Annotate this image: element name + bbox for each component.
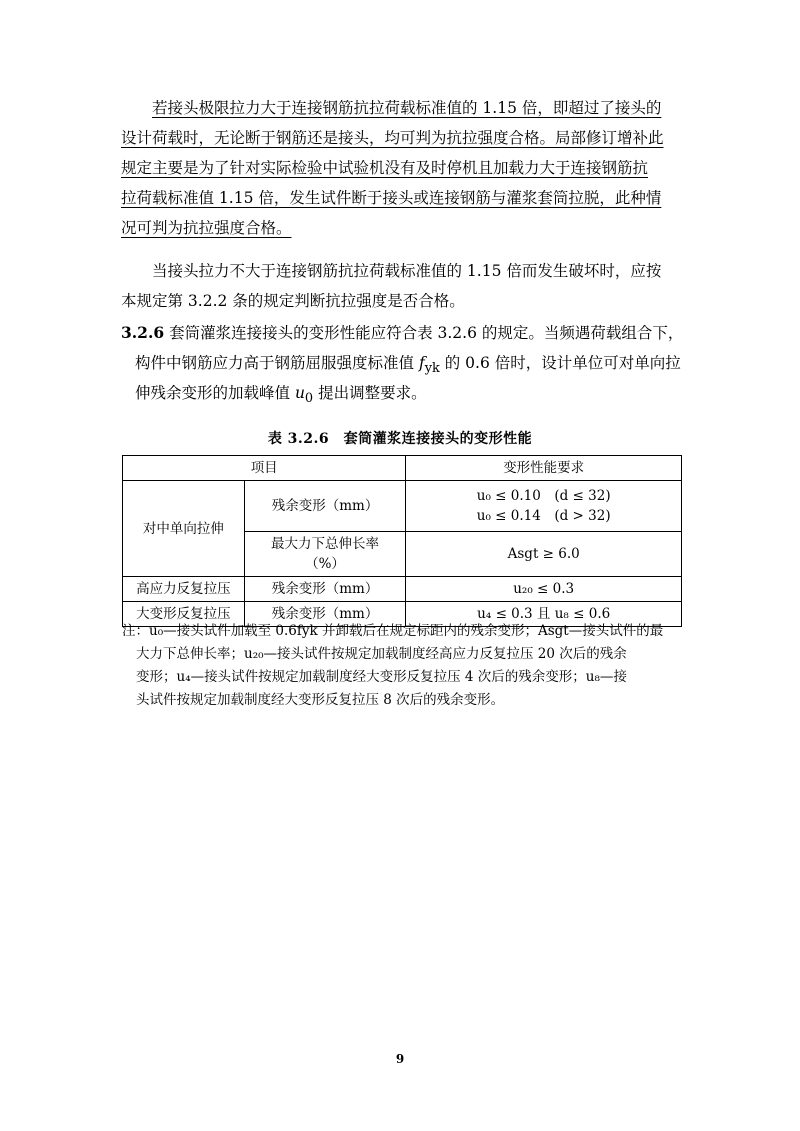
row-item [244,532,406,577]
header-item: 项目 [123,456,406,481]
table-row [123,577,682,602]
clause-text: 套筒灌浆连接接头的变形性能应符合表 3.2.6 的规定。当频遇荷载组合下， [164,324,684,342]
clause-3-2-6 [121,318,684,408]
page-number: 9 [395,1052,405,1066]
symbol-f: f [418,354,425,372]
row-requirement [406,481,682,532]
row-item: 残余变形（mm） [244,602,406,627]
table-row [123,481,682,532]
group-label: 对中单向拉伸 [123,481,245,577]
tensile-failure-paragraph [121,256,681,316]
group-label: 大变形反复拉压 [123,602,245,627]
clause-text: 提出调整要求。 [313,384,427,402]
clause-text: 构件中钢筋应力高于钢筋屈服强度标准值 [135,354,419,372]
clause-text: 的 0.6 倍时，设计单位可对单向拉 [439,354,681,372]
paragraph-line: 若接头极限拉力大于连接钢筋抗拉荷载标准值的 1.15 倍，即超过了接头的 [152,99,662,117]
table-note [122,620,682,712]
requirement-line: u₀ ≤ 0.14 (d > 32) [476,508,611,524]
row-requirement: u₄ ≤ 0.3 且 u₈ ≤ 0.6 [406,602,682,627]
row-requirement: u₂₀ ≤ 0.3 [406,577,682,602]
underlined-revision-paragraph [121,93,681,243]
item-line: 最大力下总伸长率 [271,536,380,552]
requirement-line: u₀ ≤ 0.10 (d ≤ 32) [476,488,611,504]
table-header-row [123,456,682,481]
note-line: 变形；u₄—接头试件按规定加载制度经大变形反复拉压 4 次后的残余变形；u₈—接 [136,669,627,685]
table-caption: 表 3.2.6 套筒灌浆连接接头的变形性能 [267,431,533,447]
paragraph-line: 拉荷载标准值 1.15 倍，发生试件断于接头或连接钢筋与灌浆套筒拉脱，此种情 [121,189,662,207]
row-item: 残余变形（mm） [244,577,406,602]
clause-line [121,348,681,378]
paragraph-line: 本规定第 3.2.2 条的规定判断抗拉强度是否合格。 [121,292,465,310]
note-line: 大力下总伸长率；u₂₀—接头试件按规定加载制度经高应力反复拉压 20 次后的残余 [136,646,627,662]
clause-text: 伸残余变形的加载峰值 [135,384,295,402]
paragraph-line: 当接头拉力不大于连接钢筋抗拉荷载标准值的 1.15 倍而发生破坏时，应按 [152,262,662,280]
subscript-yk: yk [424,361,440,377]
row-requirement: Asgt ≥ 6.0 [406,532,682,577]
item-line: （%） [305,556,345,572]
clause-line [121,318,684,348]
paragraph-line: 规定主要是为了针对实际检验中试验机没有及时停机且加载力大于连接钢筋抗 [121,159,649,177]
paragraph-line: 设计荷载时，无论断于钢筋还是接头，均可判为抗拉强度合格。局部修订增补此 [121,129,664,147]
paragraph-line: 况可判为抗拉强度合格。 [121,219,292,237]
symbol-u: u [294,384,305,402]
note-line: 注：u₀—接头试件加载至 0.6fyk 并卸载后在规定标距内的残余变形；Asgt—接头试件的最 [122,623,664,639]
note-line: 头试件按规定加载制度经大变形反复拉压 8 次后的残余变形。 [136,692,505,708]
deformation-table [122,455,682,627]
clause-line [121,378,681,408]
subscript-0: 0 [304,391,314,407]
header-requirement: 变形性能要求 [406,456,682,481]
group-label: 高应力反复拉压 [123,577,245,602]
clause-number: 3.2.6 [121,323,165,342]
row-item: 残余变形（mm） [244,481,406,532]
